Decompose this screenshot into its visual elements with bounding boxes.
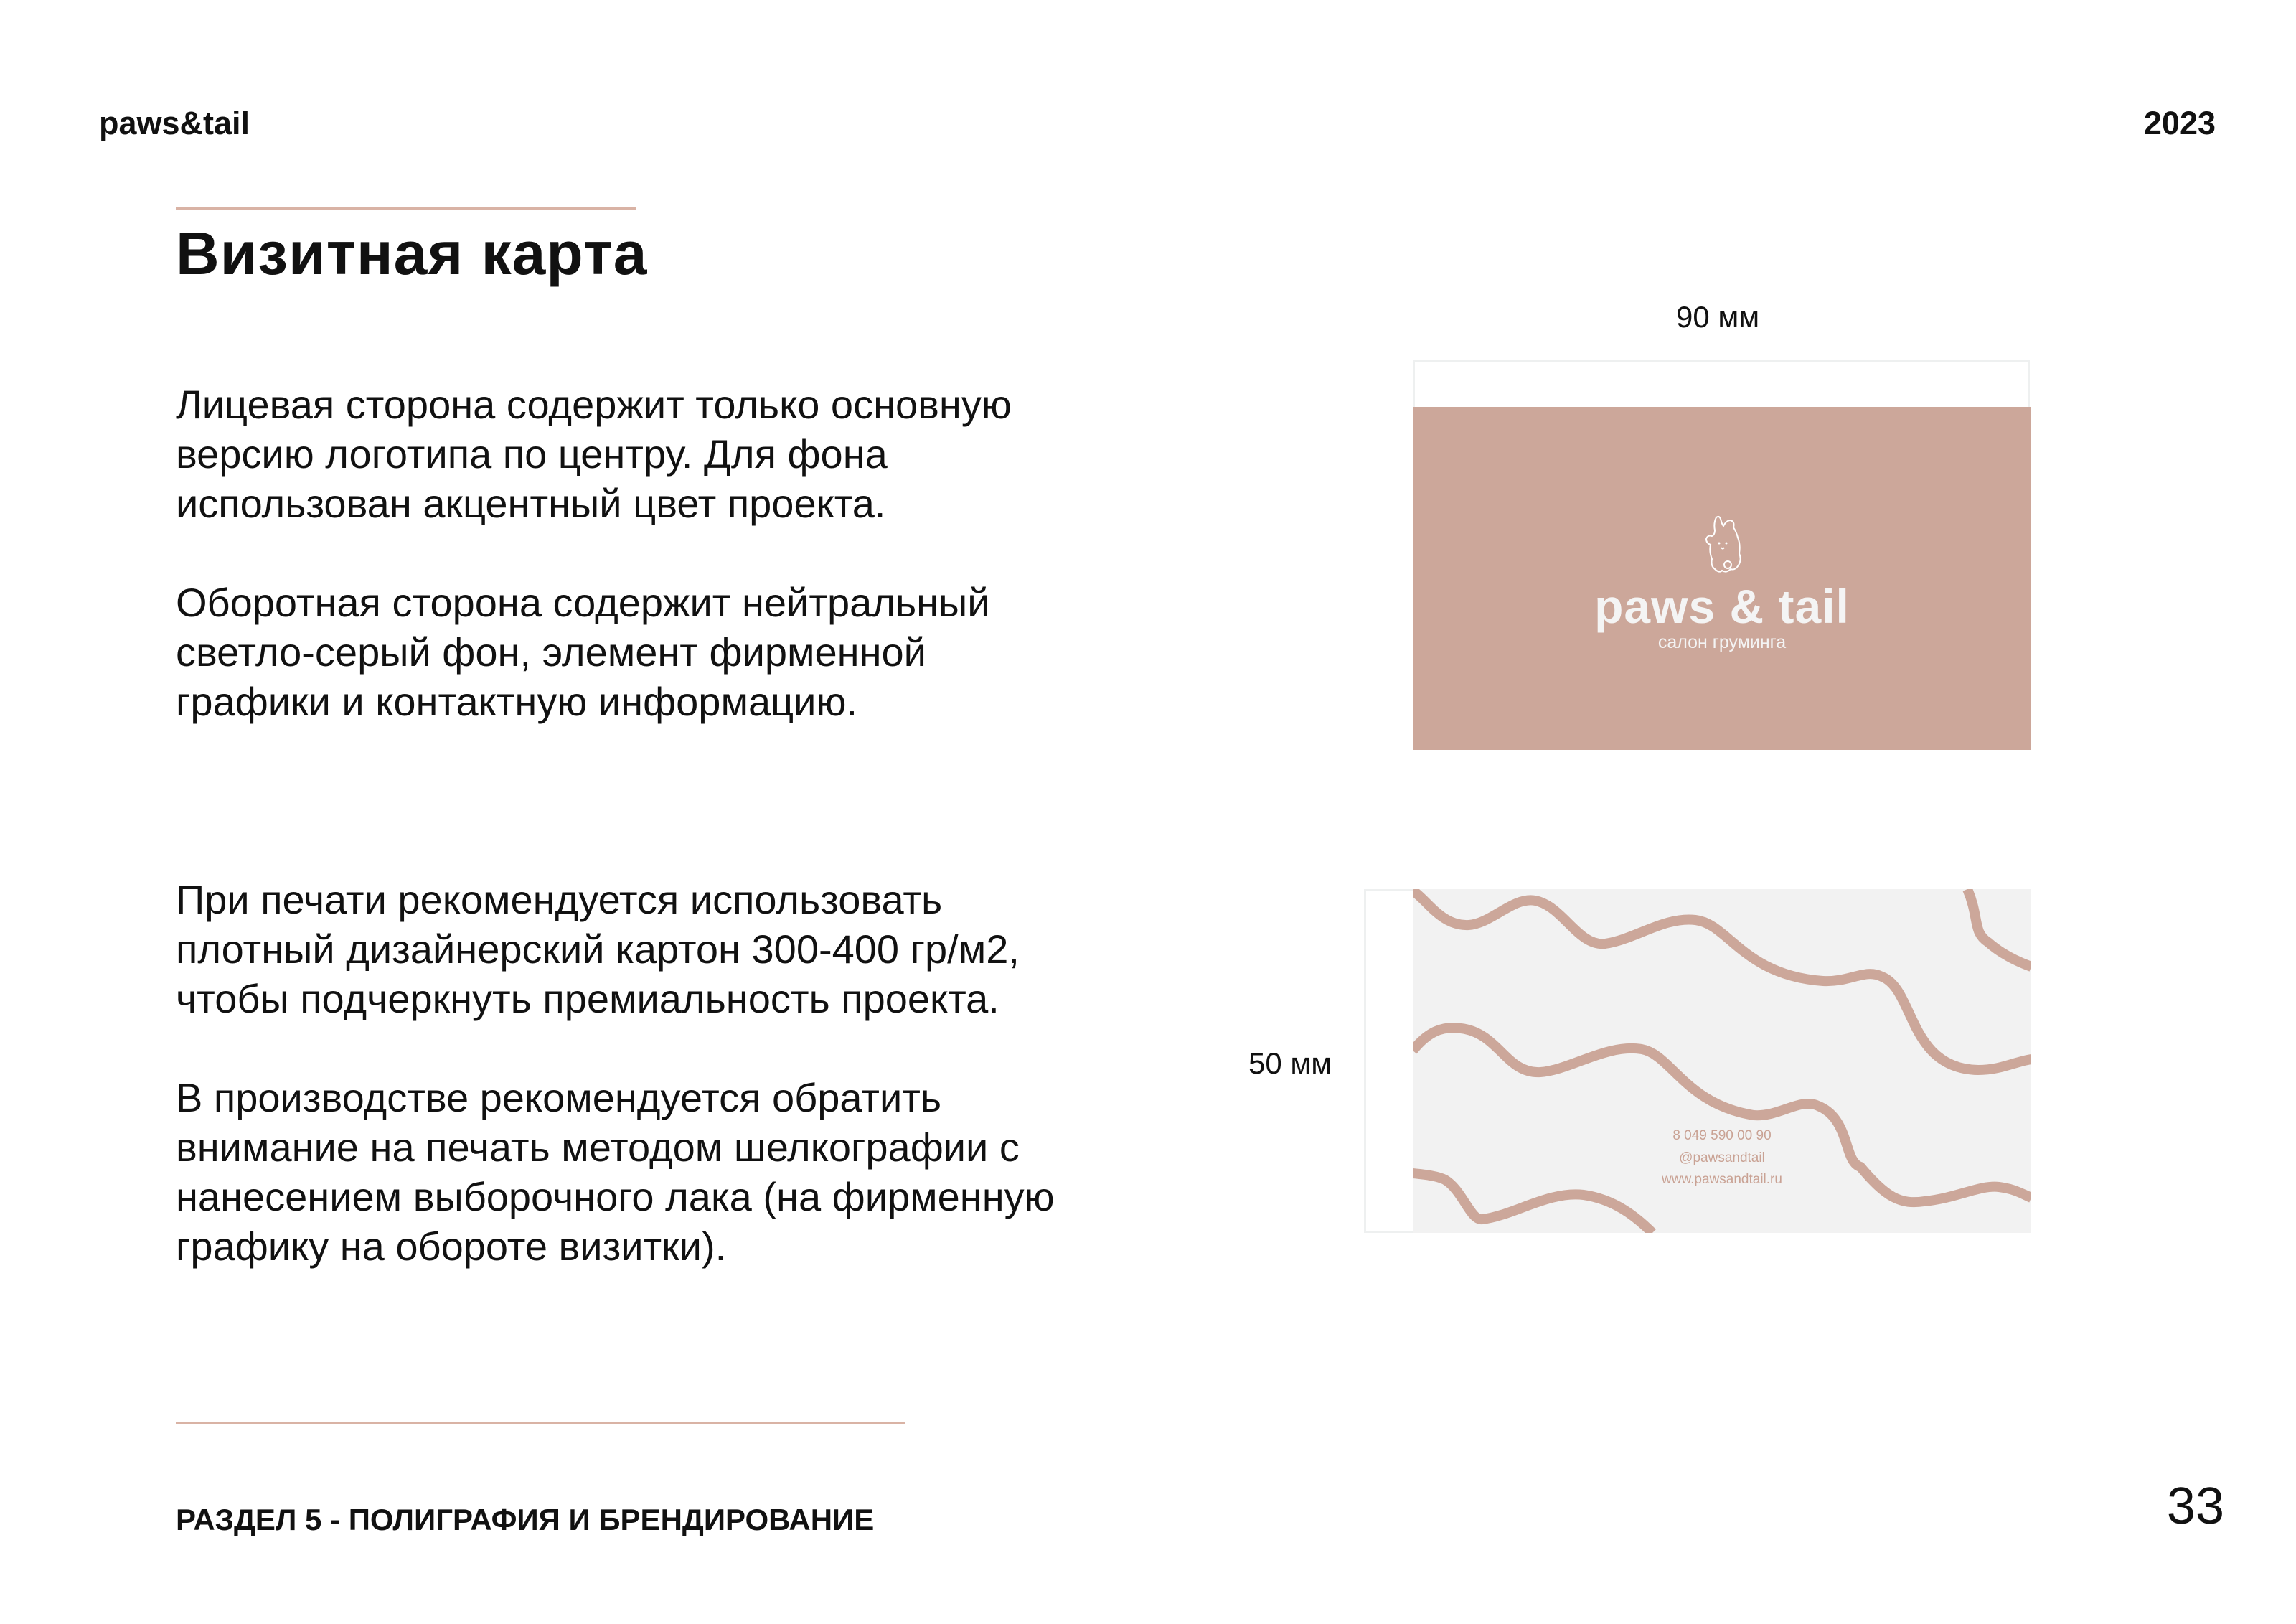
wave-line [1967,889,2031,967]
text-line: Лицевая сторона содержит только основную [176,382,1012,427]
text-line: версию логотипа по центру. Для фона [176,431,888,477]
text-line: использован акцентный цвет проекта. [176,481,886,526]
contact-phone: 8 049 590 00 90 [1672,1128,1772,1143]
dog-logo-icon [1699,515,1745,575]
paragraph-front [176,380,1012,528]
text-line: плотный дизайнерский картон 300-400 гр/м2, [176,926,1020,972]
paragraph-back [176,578,990,726]
text-line: Оборотная сторона содержит нейтральный [176,580,990,625]
text-line: графику на обороте визитки). [176,1224,727,1269]
text-line: При печати рекомендуется использовать [176,877,943,922]
brand-name: paws&tail [99,105,250,141]
card-height-label: 50 мм [1248,1046,1332,1080]
text-line: графики и контактную информацию. [176,679,858,724]
text-line: В производстве рекомендуется обратить [176,1075,942,1120]
footer-divider [176,1422,905,1424]
page-title: Визитная карта [176,220,648,287]
paragraph-printing [176,875,1020,1023]
card-front [1413,407,2031,750]
page-number: 33 [2166,1478,2224,1535]
text-line: внимание на печать методом шелкографии с [176,1125,1020,1170]
wave-line [1413,891,2031,1070]
text-line: светло-серый фон, элемент фирменной [176,629,926,675]
logo-tagline: салон груминга [1657,632,1787,652]
year: 2023 [2143,105,2216,141]
section-label: РАЗДЕЛ 5 - ПОЛИГРАФИЯ И БРЕНДИРОВАНИЕ [176,1503,875,1536]
card-width-label: 90 мм [1676,300,1760,334]
text-line: нанесением выборочного лака (на фирменную [176,1174,1055,1219]
title-divider [176,207,636,210]
contact-social: @pawsandtail [1679,1150,1765,1165]
card-back [1413,889,2031,1233]
paragraph-production [176,1073,1055,1271]
text-line: чтобы подчеркнуть премиальность проекта. [176,976,999,1021]
contact-website: www.pawsandtail.ru [1662,1172,1782,1187]
logo-name: paws & tail [1594,580,1850,633]
